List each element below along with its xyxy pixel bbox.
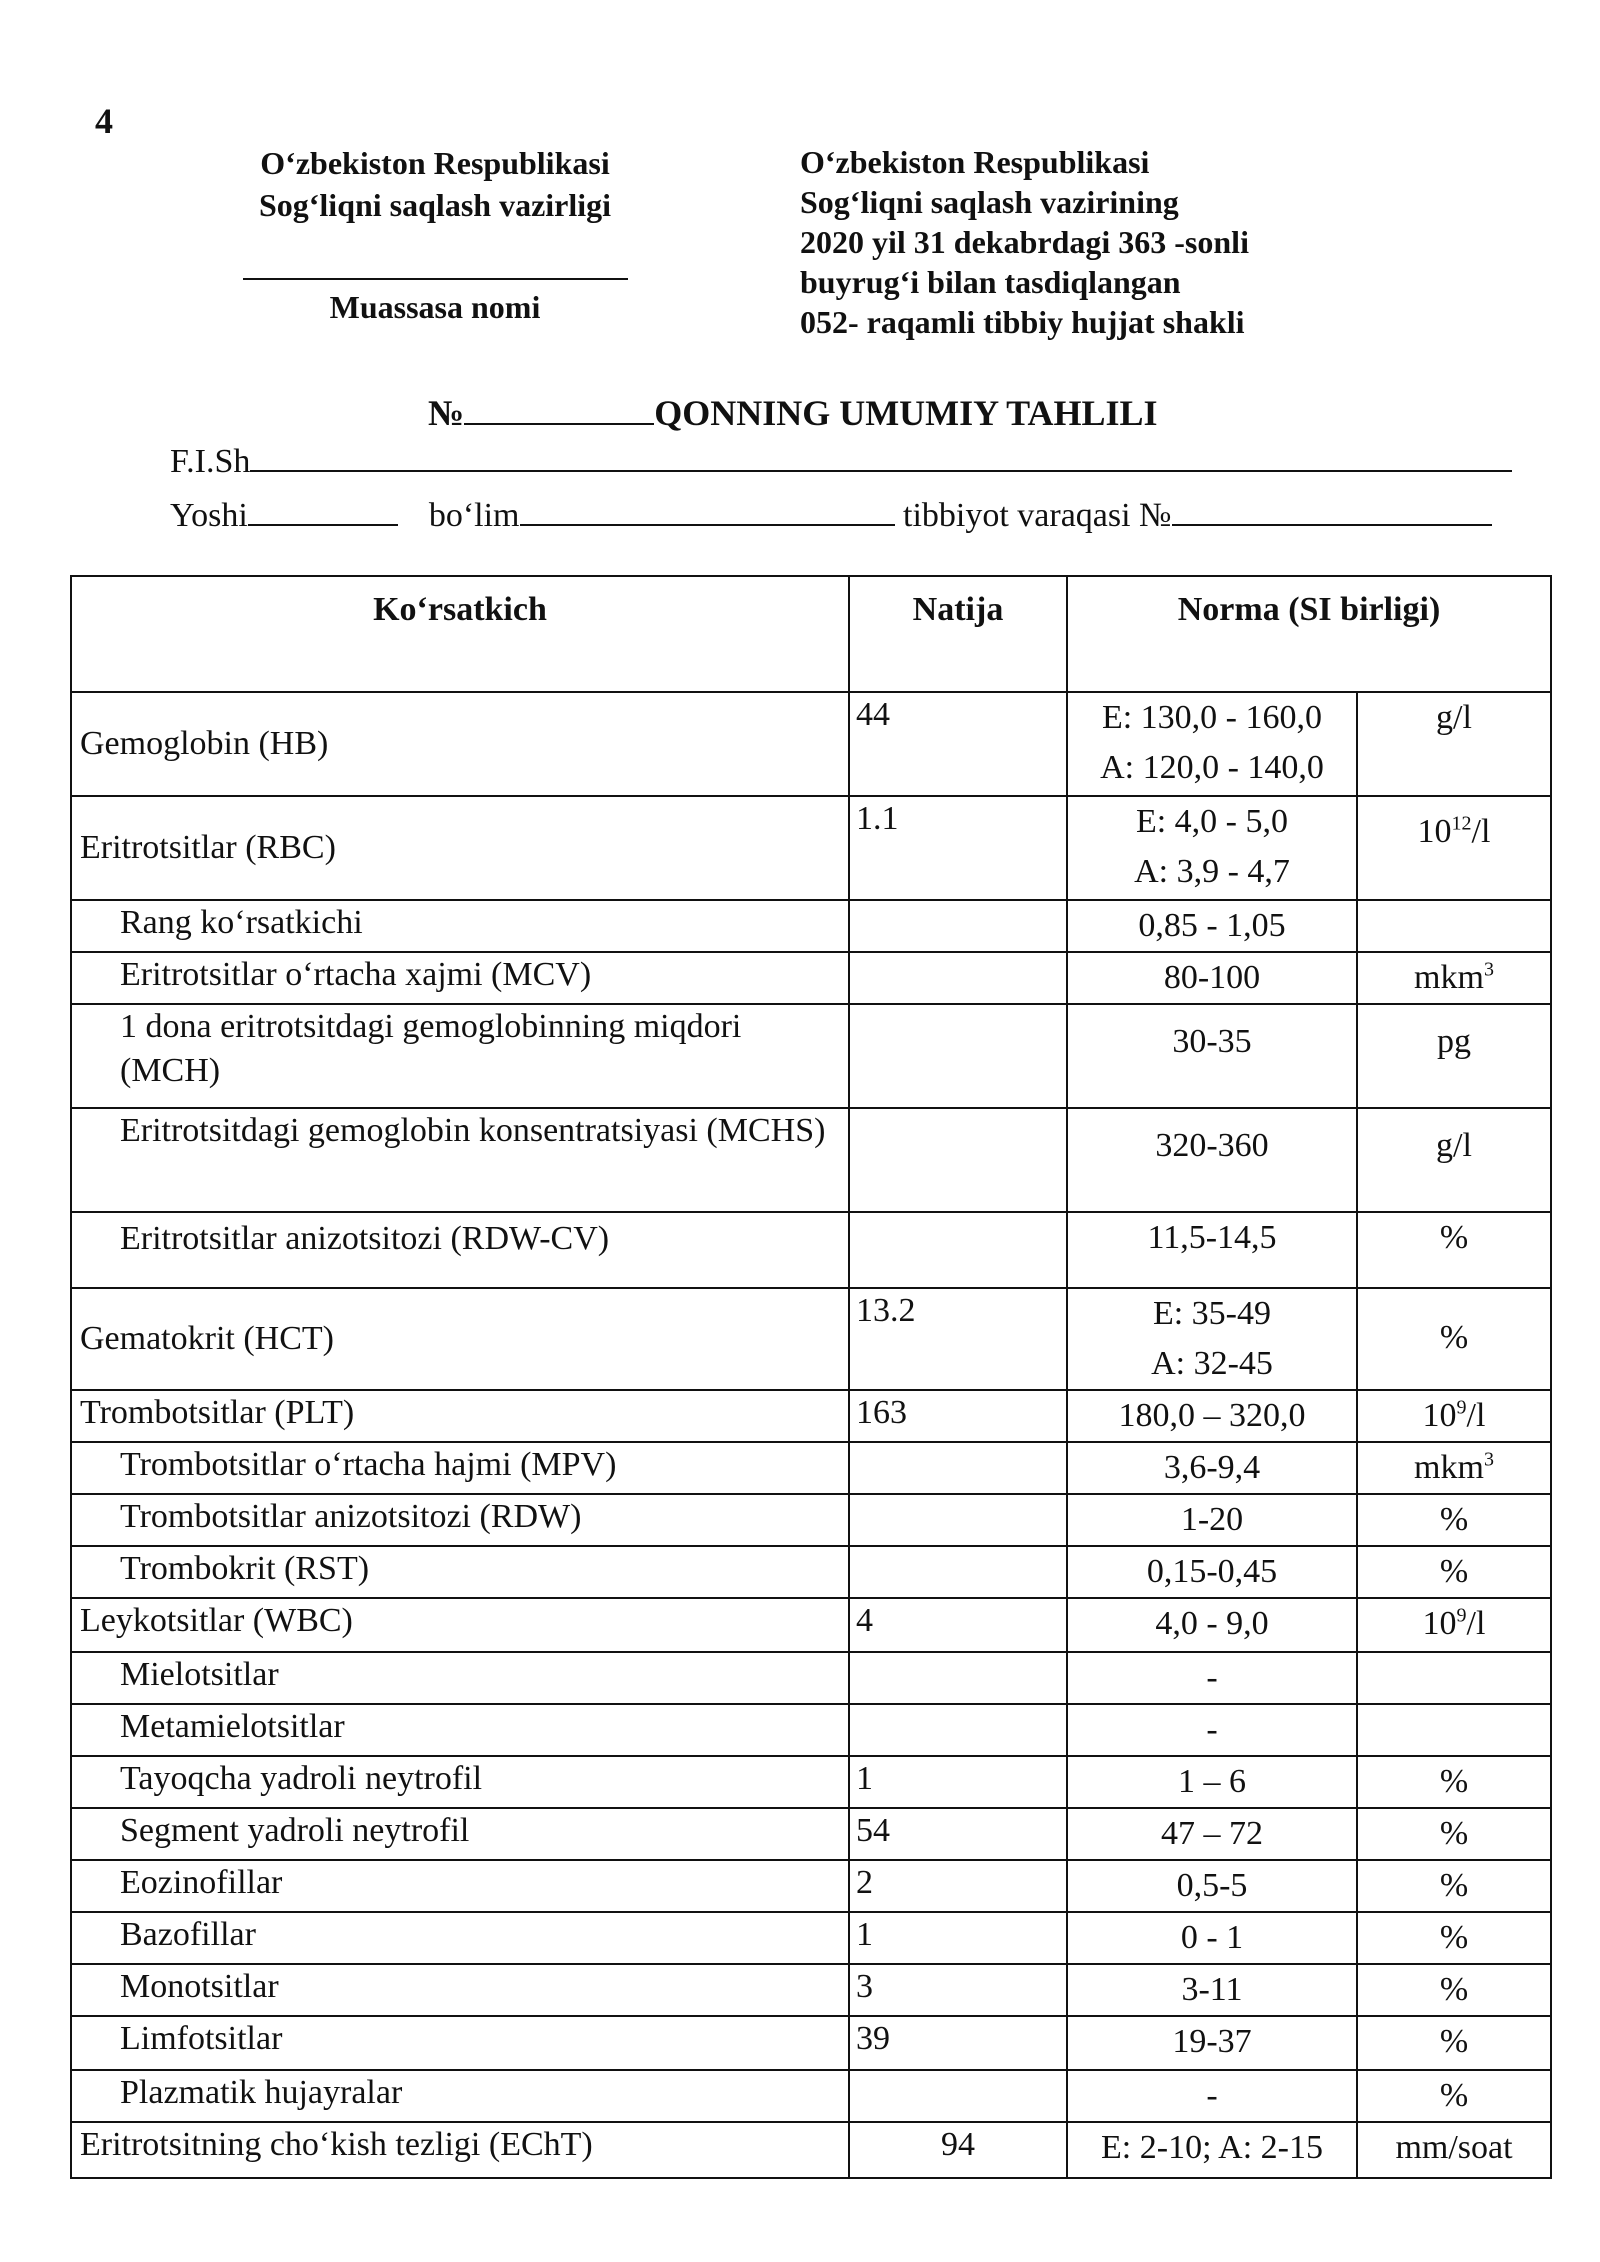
- medical-record-field[interactable]: [1172, 496, 1492, 526]
- unit: %: [1357, 1756, 1551, 1808]
- indicator-name: Eritrotsitlar o‘rtacha xajmi (MCV): [71, 952, 849, 1004]
- indicator-name: Eozinofillar: [71, 1860, 849, 1912]
- unit: [1357, 1598, 1551, 1652]
- unit: pg: [1357, 1004, 1551, 1108]
- indicator-name: Mielotsitlar: [71, 1652, 849, 1704]
- indicator-name: Plazmatik hujayralar: [71, 2070, 849, 2122]
- result-value: [849, 1494, 1067, 1546]
- unit: [1357, 1390, 1551, 1442]
- unit-tail: /l: [1466, 1605, 1486, 1642]
- result-value: 13.2: [849, 1288, 1067, 1390]
- norm-range: 3-11: [1067, 1964, 1357, 2016]
- patient-info-row: [170, 496, 1492, 535]
- result-value: [849, 900, 1067, 952]
- unit: [1357, 1442, 1551, 1494]
- approval-line-1: O‘zbekiston Respublikasi: [800, 144, 1150, 180]
- table-row: [71, 1390, 1551, 1442]
- unit-base: 10: [1422, 1397, 1457, 1434]
- department-field[interactable]: [520, 496, 895, 526]
- result-value: 1: [849, 1756, 1067, 1808]
- norm-range: [1067, 1288, 1357, 1390]
- unit-exponent: 12: [1451, 812, 1472, 835]
- norm-range: 80-100: [1067, 952, 1357, 1004]
- approval-line-5: 052- raqamli tibbiy hujjat shakli: [800, 304, 1245, 340]
- indicator-name: Trombotsitlar anizotsitozi (RDW): [71, 1494, 849, 1546]
- table-row: [71, 1494, 1551, 1546]
- norm-range: [1067, 692, 1357, 796]
- norm-female: A: 120,0 - 140,0: [1100, 749, 1324, 786]
- table-row: [71, 1652, 1551, 1704]
- norm-range: 30-35: [1067, 1004, 1357, 1108]
- unit: mm/soat: [1357, 2122, 1551, 2178]
- norm-male: E: 35-49: [1152, 1295, 1272, 1332]
- table-row: [71, 1288, 1551, 1390]
- table-row: [71, 1598, 1551, 1652]
- norm-male: E: 130,0 - 160,0: [1101, 699, 1323, 736]
- result-value: [849, 1442, 1067, 1494]
- table-row: [71, 1108, 1551, 1212]
- unit-tail: /l: [1466, 1397, 1486, 1434]
- result-value: [849, 1212, 1067, 1288]
- unit-exponent: 3: [1483, 958, 1494, 981]
- indicator-name: Limfotsitlar: [71, 2016, 849, 2070]
- norm-female: A: 32-45: [1151, 1345, 1273, 1382]
- table-row: [71, 1212, 1551, 1288]
- table-row: [71, 1756, 1551, 1808]
- result-value: [849, 952, 1067, 1004]
- result-value: [849, 2070, 1067, 2122]
- unit-exponent: 9: [1456, 1604, 1467, 1627]
- institution-name-field[interactable]: [243, 246, 628, 280]
- unit: g/l: [1357, 692, 1551, 796]
- table-row: [71, 2122, 1551, 2178]
- norm-range: 0,85 - 1,05: [1067, 900, 1357, 952]
- indicator-name: Metamielotsitlar: [71, 1704, 849, 1756]
- norm-range: -: [1067, 2070, 1357, 2122]
- result-value: [849, 1652, 1067, 1704]
- results-table: [70, 575, 1552, 2179]
- unit: [1357, 796, 1551, 900]
- indicator-name: Rang ko‘rsatkichi: [71, 900, 849, 952]
- norm-male: E: 4,0 - 5,0: [1135, 803, 1289, 840]
- result-value: 39: [849, 2016, 1067, 2070]
- unit: %: [1357, 1546, 1551, 1598]
- result-value: 94: [849, 2122, 1067, 2178]
- table-row: [71, 1808, 1551, 1860]
- unit: [1357, 952, 1551, 1004]
- header-norm: Norma (SI birligi): [1067, 576, 1551, 692]
- unit: [1357, 900, 1551, 952]
- form-approval-block: [800, 142, 1500, 342]
- document-number-field[interactable]: [464, 393, 654, 425]
- unit: %: [1357, 2070, 1551, 2122]
- unit: %: [1357, 1964, 1551, 2016]
- unit-base: mkm: [1414, 959, 1484, 996]
- table-header-row: [71, 576, 1551, 692]
- org-line-2: Sog‘liqni saqlash vazirligi: [258, 187, 612, 223]
- norm-range: 0,15-0,45: [1067, 1546, 1357, 1598]
- patient-name-field[interactable]: [250, 442, 1512, 472]
- unit: %: [1357, 1808, 1551, 1860]
- table-row: [71, 1004, 1551, 1108]
- title-text: QONNING UMUMIY TAHLILI: [654, 393, 1158, 433]
- header-indicator: Ko‘rsatkich: [71, 576, 849, 692]
- indicator-name: Gemoglobin (HB): [71, 692, 849, 796]
- norm-range: 1 – 6: [1067, 1756, 1357, 1808]
- age-label: Yoshi: [170, 497, 248, 534]
- indicator-name: Bazofillar: [71, 1912, 849, 1964]
- issuing-organization: [200, 142, 670, 328]
- norm-range: 47 – 72: [1067, 1808, 1357, 1860]
- result-value: 163: [849, 1390, 1067, 1442]
- org-line-1: O‘zbekiston Respublikasi: [260, 145, 610, 181]
- table-row: [71, 2016, 1551, 2070]
- norm-range: 3,6-9,4: [1067, 1442, 1357, 1494]
- unit: [1357, 1704, 1551, 1756]
- approval-line-2: Sog‘liqni saqlash vazirining: [800, 184, 1179, 220]
- norm-range: [1067, 796, 1357, 900]
- indicator-name: Trombokrit (RST): [71, 1546, 849, 1598]
- indicator-name: Eritrotsitlar (RBC): [71, 796, 849, 900]
- indicator-name: Eritrotsitning cho‘kish tezligi (EChT): [71, 2122, 849, 2178]
- result-value: [849, 1704, 1067, 1756]
- indicator-name: Trombotsitlar (PLT): [71, 1390, 849, 1442]
- approval-line-3: 2020 yil 31 dekabrdagi 363 -sonli: [800, 224, 1249, 260]
- norm-range: 0 - 1: [1067, 1912, 1357, 1964]
- table-row: [71, 900, 1551, 952]
- unit: %: [1357, 1912, 1551, 1964]
- fish-label: F.I.Sh: [170, 443, 251, 480]
- department-label: bo‘lim: [428, 497, 520, 534]
- document-title: [428, 392, 1158, 434]
- table-row: [71, 1964, 1551, 2016]
- table-row: [71, 692, 1551, 796]
- norm-range: 11,5-14,5: [1067, 1212, 1357, 1288]
- table-row: [71, 1860, 1551, 1912]
- norm-range: -: [1067, 1704, 1357, 1756]
- unit-base: 10: [1417, 813, 1452, 850]
- indicator-name: Leykotsitlar (WBC): [71, 1598, 849, 1652]
- table-row: [71, 1912, 1551, 1964]
- indicator-name: Eritrotsitdagi gemoglobin konsentratsiyasi (MCHS): [71, 1108, 849, 1212]
- unit: %: [1357, 2016, 1551, 2070]
- approval-line-4: buyrug‘i bilan tasdiqlangan: [800, 264, 1181, 300]
- result-value: 1: [849, 1912, 1067, 1964]
- patient-name-row: [170, 442, 1512, 481]
- indicator-name: Trombotsitlar o‘rtacha hajmi (MPV): [71, 1442, 849, 1494]
- result-value: [849, 1108, 1067, 1212]
- unit: [1357, 1652, 1551, 1704]
- indicator-name: 1 dona eritrotsitdagi gemoglobinning miqdori (MCH): [71, 1004, 849, 1108]
- norm-range: 4,0 - 9,0: [1067, 1598, 1357, 1652]
- result-value: 1.1: [849, 796, 1067, 900]
- norm-range: 180,0 – 320,0: [1067, 1390, 1357, 1442]
- result-value: 54: [849, 1808, 1067, 1860]
- norm-female: A: 3,9 - 4,7: [1134, 853, 1290, 890]
- unit-base: mkm: [1414, 1449, 1484, 1486]
- table-row: [71, 2070, 1551, 2122]
- institution-name-label: Muassasa nomi: [329, 289, 541, 325]
- unit: %: [1357, 1860, 1551, 1912]
- unit-exponent: 3: [1483, 1448, 1494, 1471]
- result-value: [849, 1004, 1067, 1108]
- result-value: 2: [849, 1860, 1067, 1912]
- table-row: [71, 796, 1551, 900]
- table-row: [71, 1704, 1551, 1756]
- unit: %: [1357, 1288, 1551, 1390]
- header-result: Natija: [849, 576, 1067, 692]
- result-value: 4: [849, 1598, 1067, 1652]
- unit: %: [1357, 1494, 1551, 1546]
- page-number: 4: [95, 101, 113, 141]
- unit-tail: /l: [1471, 813, 1491, 850]
- indicator-name: Eritrotsitlar anizotsitozi (RDW-CV): [71, 1212, 849, 1288]
- number-sign: №: [428, 393, 465, 433]
- norm-range: E: 2-10; A: 2-15: [1067, 2122, 1357, 2178]
- unit: %: [1357, 1212, 1551, 1288]
- table-row: [71, 1442, 1551, 1494]
- unit-base: 10: [1422, 1605, 1457, 1642]
- indicator-name: Monotsitlar: [71, 1964, 849, 2016]
- indicator-name: Tayoqcha yadroli neytrofil: [71, 1756, 849, 1808]
- result-value: 3: [849, 1964, 1067, 2016]
- unit-exponent: 9: [1456, 1396, 1467, 1419]
- norm-range: 0,5-5: [1067, 1860, 1357, 1912]
- norm-range: -: [1067, 1652, 1357, 1704]
- indicator-name: Segment yadroli neytrofil: [71, 1808, 849, 1860]
- norm-range: 1-20: [1067, 1494, 1357, 1546]
- table-row: [71, 952, 1551, 1004]
- medical-record-label: tibbiyot varaqasi №: [903, 497, 1172, 534]
- norm-range: 19-37: [1067, 2016, 1357, 2070]
- age-field[interactable]: [248, 496, 398, 526]
- result-value: 44: [849, 692, 1067, 796]
- norm-range: 320-360: [1067, 1108, 1357, 1212]
- result-value: [849, 1546, 1067, 1598]
- table-row: [71, 1546, 1551, 1598]
- indicator-name: Gematokrit (HCT): [71, 1288, 849, 1390]
- unit: g/l: [1357, 1108, 1551, 1212]
